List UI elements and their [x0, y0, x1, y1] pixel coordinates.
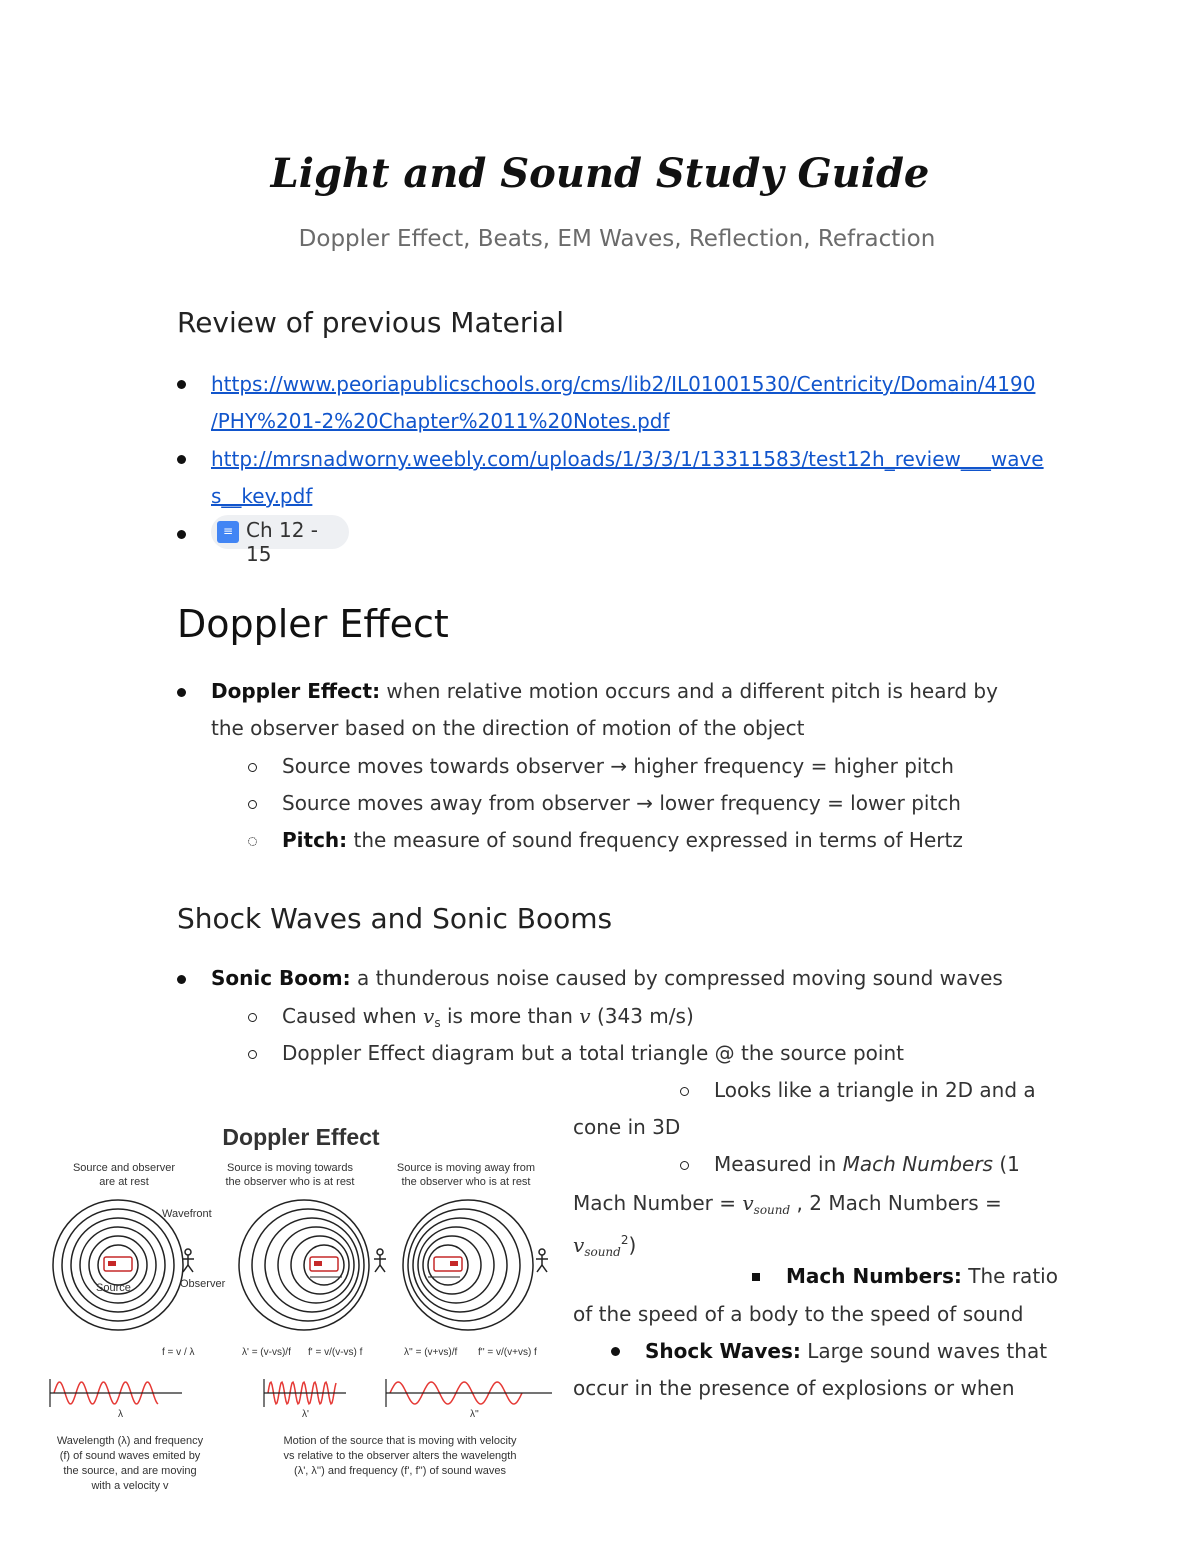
sonic-boom-line — [211, 960, 1003, 997]
triangle-line-2: cone in 3D — [573, 1115, 681, 1139]
mach-a: Measured in — [714, 1152, 843, 1176]
bullet-dot — [177, 688, 186, 697]
observer-icon — [182, 1249, 194, 1272]
mach2-var: v — [742, 1191, 754, 1215]
mach-numbers-term: Mach Numbers: — [786, 1264, 962, 1288]
doppler-sub-2: Source moves away from observer → lower frequency = lower pitch — [282, 791, 961, 815]
review-link-2-line-1[interactable]: http://mrsnadworny.weebly.com/uploads/1/3/3/1/13311583/test12h_review___wave — [211, 447, 1044, 471]
shock-heading: Shock Waves and Sonic Booms — [177, 902, 613, 935]
sub-bullet-circle — [248, 1050, 257, 1059]
equation-2a: λ' = (v-vs)/f — [242, 1347, 291, 1358]
bullet-dot — [611, 1347, 620, 1356]
review-link-1-line-2[interactable]: /PHY%201-2%20Chapter%2011%20Notes.pdf — [211, 409, 670, 433]
review-link-2-cont[interactable] — [211, 478, 312, 515]
col3-label-1: Source is moving away from — [396, 1162, 536, 1174]
caption-1-line-2: (f) of sound waves emited by — [59, 1450, 201, 1462]
review-link-1[interactable] — [211, 366, 1035, 403]
review-link-1-cont[interactable] — [211, 403, 670, 440]
shock-waves-def-1: Large sound waves that — [800, 1339, 1048, 1363]
var-sub-s: s — [434, 1016, 441, 1030]
figure-title: Doppler Effect — [222, 1124, 380, 1150]
mach-em: Mach Numbers — [842, 1152, 993, 1176]
sub-bullet-circle — [248, 1013, 257, 1022]
review-link-2-line-2[interactable]: s__key.pdf — [211, 484, 313, 508]
wave-traces — [50, 1379, 552, 1407]
review-link-2[interactable] — [211, 441, 1044, 478]
caption-1-line-3: the source, and are moving — [63, 1465, 197, 1477]
triangle-line-1: Looks like a triangle in 2D and a — [714, 1078, 1036, 1102]
pitch-term: Pitch: — [282, 828, 348, 852]
mach-numbers-def-1: The ratio — [961, 1264, 1058, 1288]
mach2-b: , 2 Mach Numbers = — [790, 1191, 1002, 1215]
review-link-1-line-1[interactable]: https://www.peoriapublicschools.org/cms/lib2/IL01001530/Centricity/Domain/4190 — [211, 372, 1036, 396]
var-v2: v — [579, 1004, 591, 1028]
doc-chip[interactable] — [211, 515, 349, 566]
review-heading: Review of previous Material — [177, 306, 565, 339]
sonic-boom-def: a thunderous noise caused by compressed moving sound waves — [350, 966, 1003, 990]
shock-waves-term: Shock Waves: — [645, 1339, 801, 1363]
document-subtitle: Doppler Effect, Beats, EM Waves, Reflection, Refraction — [298, 226, 936, 252]
caption-1-line-4: with a velocity v — [91, 1480, 169, 1492]
bullet-dot — [177, 975, 186, 984]
ambulance-icon — [310, 1257, 342, 1277]
sub-bullet-circle — [680, 1161, 689, 1170]
observer-icon — [536, 1249, 548, 1272]
document-icon: ≡ — [217, 521, 239, 543]
lambda-label-3: λ'' — [470, 1409, 479, 1420]
col2-label-1: Source is moving towards — [227, 1162, 353, 1174]
diagram-line: Doppler Effect diagram but a total triangle @ the source point — [282, 1041, 904, 1065]
equation-2b: f' = v/(v-vs) f — [308, 1347, 363, 1358]
shock-waves-line-2: occur in the presence of explosions or when — [573, 1376, 1015, 1400]
mach3-b: ) — [628, 1233, 637, 1257]
wavefronts-towards — [239, 1200, 369, 1330]
doppler-term: Doppler Effect: — [211, 679, 381, 703]
doppler-sub-1: Source moves towards observer → higher frequency = higher pitch — [282, 754, 954, 778]
mach3-sup: 2 — [620, 1233, 629, 1247]
caption-1-line-1: Wavelength (λ) and frequency — [56, 1435, 204, 1447]
var-v: v — [423, 1004, 435, 1028]
doppler-effect-figure — [46, 1115, 558, 1515]
doc-chip-label: Ch 12 - 15 — [246, 518, 319, 566]
sub-bullet-circle — [248, 800, 257, 809]
col3-label-2: the observer who is at rest — [401, 1176, 531, 1188]
mach2-a: Mach Number = — [573, 1191, 743, 1215]
sub-bullet-circle — [680, 1087, 689, 1096]
sub-bullet-circle — [248, 763, 257, 772]
sub-bullet-circle — [248, 837, 257, 846]
wavefront-label: Wavefront — [162, 1208, 212, 1220]
caused-b: is more than — [440, 1004, 580, 1028]
equation-3a: λ'' = (v+vs)/f — [404, 1347, 458, 1358]
caused-a: Caused when — [282, 1004, 424, 1028]
col2-label-2: the observer who is at rest — [225, 1176, 355, 1188]
caption-2-line-3: (λ', λ'') and frequency (f', f'') of sound waves — [294, 1465, 506, 1477]
pitch-line — [282, 822, 963, 859]
col1-label-1: Source and observer — [72, 1162, 176, 1174]
equation-3b: f'' = v/(v+vs) f — [478, 1347, 537, 1358]
observer-icon — [374, 1249, 386, 1272]
caption-2-line-2: vs relative to the observer alters the wavelength — [283, 1450, 517, 1462]
observer-label: Observer — [180, 1278, 226, 1290]
mach-line-1 — [714, 1146, 1020, 1183]
mach-b: (1 — [992, 1152, 1020, 1176]
doppler-heading: Doppler Effect — [177, 602, 449, 646]
lambda-label-1: λ — [118, 1409, 123, 1420]
ambulance-icon — [428, 1257, 462, 1277]
doppler-definition-line-1 — [211, 673, 998, 710]
doppler-definition-line-2: the observer based on the direction of motion of the object — [211, 716, 805, 740]
col1-label-2: are at rest — [99, 1176, 149, 1188]
ambulance-icon — [104, 1257, 132, 1271]
mach-numbers-line-2: of the speed of a body to the speed of sound — [573, 1302, 1024, 1326]
mach2-sub: sound — [753, 1203, 791, 1217]
mach-line-3 — [573, 1222, 636, 1271]
bullet-dot — [177, 380, 186, 389]
sonic-boom-term: Sonic Boom: — [211, 966, 351, 990]
mach-line-2 — [573, 1185, 1002, 1229]
document-title: Light and Sound Study Guide — [270, 150, 930, 197]
source-label: Source — [96, 1282, 131, 1294]
pitch-def: the measure of sound frequency expressed in terms of Hertz — [347, 828, 963, 852]
mach3-var: v — [573, 1233, 585, 1257]
mach3-sub: sound — [584, 1245, 621, 1259]
bullet-dot — [177, 455, 186, 464]
lambda-label-2: λ' — [302, 1409, 309, 1420]
caption-2-line-1: Motion of the source that is moving with velocity — [283, 1435, 517, 1447]
wavefronts-away — [403, 1200, 533, 1330]
mach-numbers-line-1 — [786, 1258, 1058, 1295]
caused-c: (343 m/s) — [590, 1004, 694, 1028]
sub-sub-bullet-square — [752, 1273, 760, 1281]
doppler-def-1: when relative motion occurs and a different pitch is heard by — [380, 679, 998, 703]
bullet-dot — [177, 530, 186, 539]
shock-waves-line-1 — [645, 1333, 1047, 1370]
equation-1: f = v / λ — [162, 1347, 195, 1358]
